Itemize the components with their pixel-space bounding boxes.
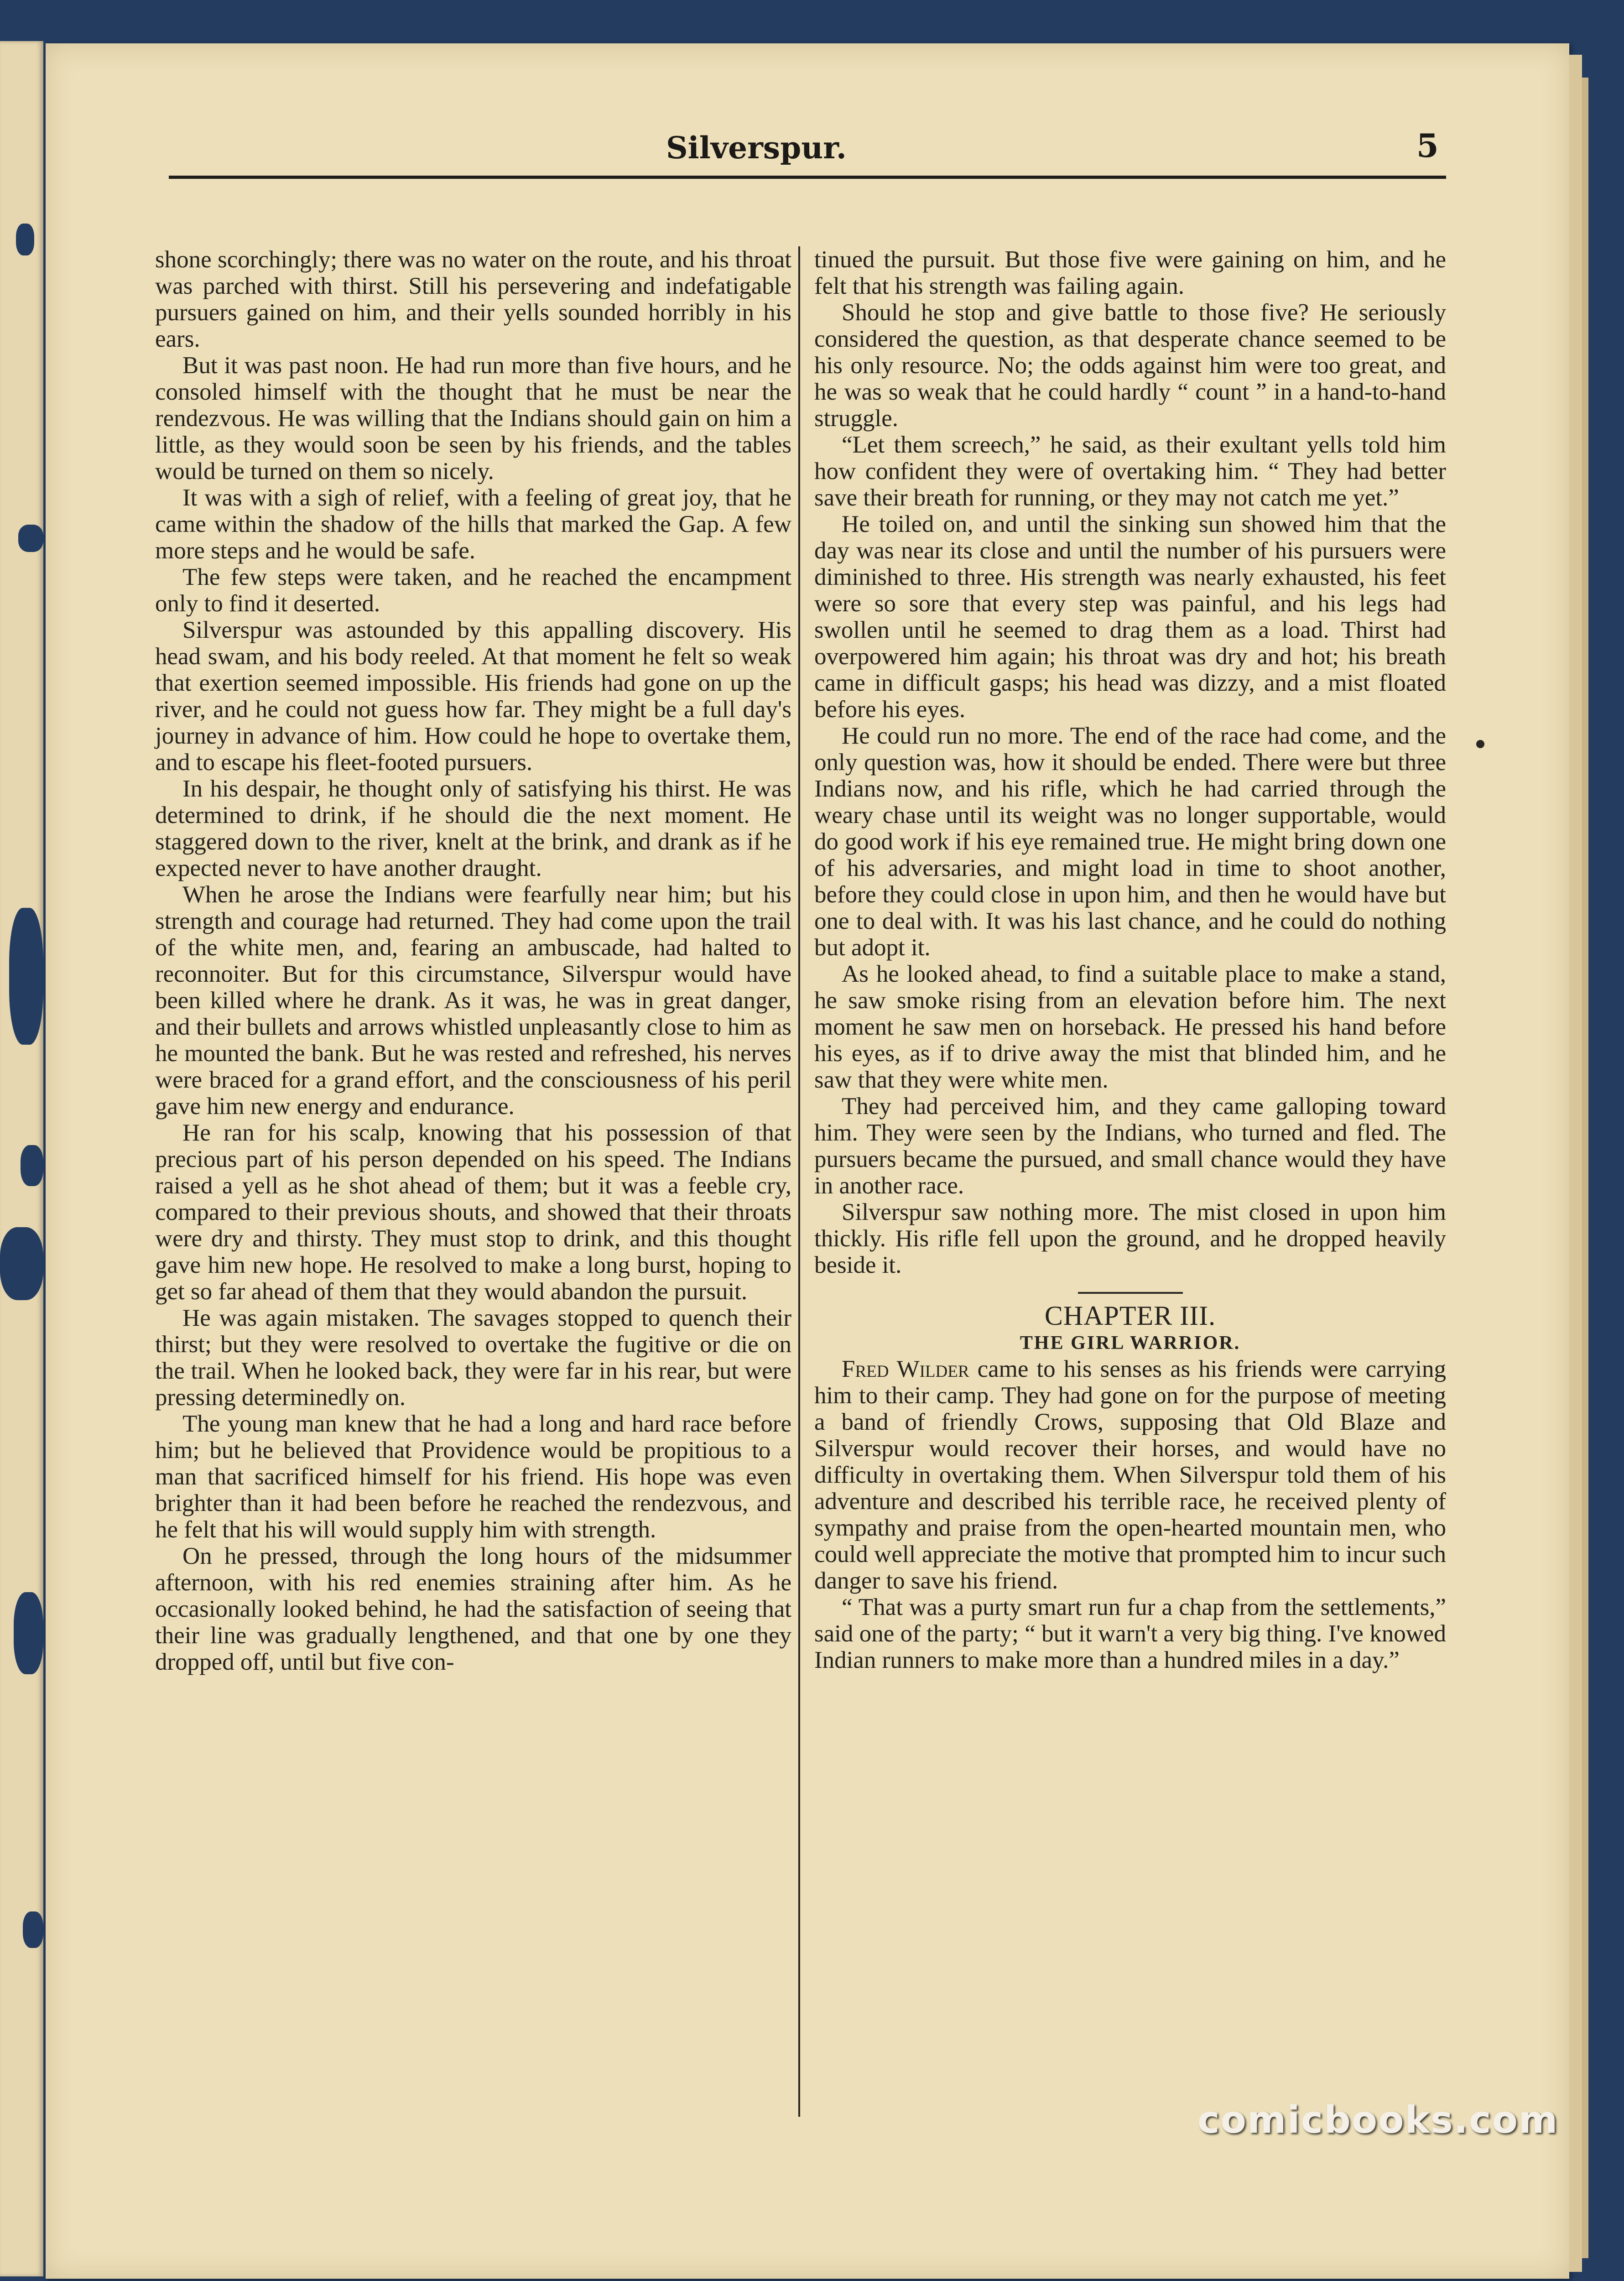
page-stack-edge — [1582, 78, 1588, 2258]
page-number: 5 — [1416, 127, 1439, 165]
chapter-title: CHAPTER III. — [1044, 1301, 1216, 1331]
paragraph: When he arose the Indians were fearfully near him; but his strength and courage had returned. They had come upon the trail of the white men, and, fearing an ambuscade, had halted to reconnoiter. But for this circumstance, Silverspur would have been killed where he drank. As it was, he was in great danger, and their bullets and arrows whistled unpleasantly close to him as he mounted the bank. But he was rested and refreshed, his nerves were braced for a grand effort, and the consciousness of his peril gave him new energy and endurance. — [155, 881, 791, 1120]
paragraph-text: came to his senses as his friends were carrying him to their camp. They had gone on for the purpose of meeting a band of friendly Crows, supposing that Old Blaze and Silverspur would recover their horses, and would have no difficulty in overtaking them. When Silverspur told them of his adventure and described his terrible race, he received plenty of sympathy and praise from the open-hearted mountain men, who could well appreciate the motive that prompted him to incur such danger to save his friend. — [814, 1356, 1447, 1594]
paragraph: He could run no more. The end of the race had come, and the only question was, how it should be ended. There were but three Indians now, and his rifle, which he had carried through the weary chase until its weight was no longer supportable, would do good work if his eye remained true. He might bring down one of his adversaries, and might load in time to shoot another, before they could close in upon him, and then he would have but one to deal with. It was his last chance, and he could do nothing but adopt it. — [814, 723, 1446, 961]
paragraph: It was with a sigh of relief, with a feeling of great joy, that he came within the shadow of the hills that marked the Gap. A few more steps and he would be safe. — [155, 484, 791, 564]
ink-dot — [1476, 740, 1484, 748]
torn-edge — [9, 908, 43, 1045]
chapter-opening-paragraph — [814, 1356, 1446, 1594]
paragraph: The young man knew that he had a long and hard race before him; but he believed that Providence would be propitious to a man that sacrificed himself for his friend. His hope was even brighter than it had been before he reached the rendezvous, and he felt that his will would supply him with strength. — [155, 1411, 791, 1543]
paragraph: On he pressed, through the long hours of the midsummer afternoon, with his red enemies straining after him. As he occasionally looked behind, he had the satisfaction of seeing that their line was gradually lengthened, and that one by one they dropped off, until but five con- — [155, 1543, 791, 1675]
right-column — [814, 246, 1446, 1673]
chapter-subtitle: THE GIRL WARRIOR. — [1020, 1333, 1241, 1354]
paragraph: Silverspur was astounded by this appalling discovery. His head swam, and his body reeled. At that moment he felt so weak that exertion seemed impossible. His friends had gone on up the river, and he could not guess how far. They might be a full day's journey in advance of him. How could he hope to overtake them, and to escape his fleet-footed pursuers. — [155, 617, 791, 776]
paragraph: He was again mistaken. The savages stopped to quench their thirst; but they were resolved to overtake the fugitive or die on the trail. When he looked back, they were far in his rear, but were pressing determinedly on. — [155, 1305, 791, 1411]
watermark: comicbooks.com — [1197, 2099, 1559, 2142]
left-column — [155, 246, 791, 1675]
torn-edge — [21, 1145, 43, 1186]
torn-edge — [14, 1592, 43, 1674]
torn-edge — [23, 1911, 43, 1948]
paragraph: tinued the pursuit. But those five were gaining on him, and he felt that his strength was failing again. — [814, 246, 1446, 299]
column-divider — [798, 246, 800, 2117]
paragraph: He ran for his scalp, knowing that his possession of that precious part of his person depended on his speed. The Indians raised a yell as he shot ahead of them; but it was a feeble cry, compared to their previous shouts, and showed that their throats were dry and thirsty. They must stop to drink, and this thought gave him new hope. He resolved to make a long burst, hoping to get so far ahead of them that they would abandon the pursuit. — [155, 1120, 791, 1305]
torn-edge — [18, 525, 43, 552]
paragraph: The few steps were taken, and he reached the encampment only to find it deserted. — [155, 564, 791, 617]
paragraph: Silverspur saw nothing more. The mist closed in upon him thickly. His rifle fell upon the ground, and he dropped heavily beside it. — [814, 1199, 1446, 1278]
torn-edge — [16, 224, 34, 255]
paragraph: Should he stop and give battle to those five? He seriously considered the question, as that desperate chance seemed to be his only resource. No; the odds against him were too great, and he was so weak that he could hardly “ count ” in a hand-to-hand struggle. — [814, 299, 1446, 432]
paragraph: In his despair, he thought only of satisfying his thirst. He was determined to drink, if he should die the next moment. He staggered down to the river, knelt at the brink, and drank as if he expected never to have another draught. — [155, 776, 791, 881]
paragraph: They had perceived him, and they came galloping toward him. They were seen by the Indians, who turned and fled. The pursuers became the pursued, and small chance would they have in another race. — [814, 1093, 1446, 1199]
paragraph: “ That was a purty smart run fur a chap from the settlements,” said one of the party; “ but it warn't a very big thing. I've knowed Indian runners to make more than a hundred miles in a day.” — [814, 1594, 1446, 1673]
lead-words: Fred Wilder — [842, 1356, 969, 1382]
adjacent-page-strip — [0, 41, 43, 2276]
header-rule — [169, 176, 1446, 179]
torn-edge — [0, 1227, 43, 1300]
paragraph: He toiled on, and until the sinking sun showed him that the day was near its close and until the number of his pursuers were diminished to three. His strength was nearly exhausted, his feet were so sore that every step was painful, and his legs had swollen until he seemed to drag them as a load. Thirst had overpowered him again; his throat was dry and hot; his breath came in difficult gasps; his head was dizzy, and a mist floated before his eyes. — [814, 511, 1446, 723]
paragraph: As he looked ahead, to find a suitable place to make a stand, he saw smoke rising from an elevation before him. The next moment he saw men on horseback. He pressed his hand before his eyes, as if to drive away the mist that blinded him, and he saw that they were white men. — [814, 961, 1446, 1093]
paragraph: “Let them screech,” he said, as their exultant yells told him how confident they were of overtaking him. “ They had better save their breath for running, or they may not catch me yet.” — [814, 432, 1446, 511]
chapter-rule — [1078, 1292, 1183, 1294]
paragraph: But it was past noon. He had run more than five hours, and he consoled himself with the thought that he must be near the rendezvous. He was willing that the Indians should gain on him a little, as they would soon be seen by his friends, and the tables would be turned on them so nicely. — [155, 352, 791, 484]
paragraph: shone scorchingly; there was no water on the route, and his throat was parched with thirst. Still his persevering and indefatigable pursuers gained on him, and their yells sounded horribly in his ears. — [155, 246, 791, 352]
running-head-title: Silverspur. — [666, 130, 847, 166]
page-stack-edge — [1569, 55, 1582, 2272]
